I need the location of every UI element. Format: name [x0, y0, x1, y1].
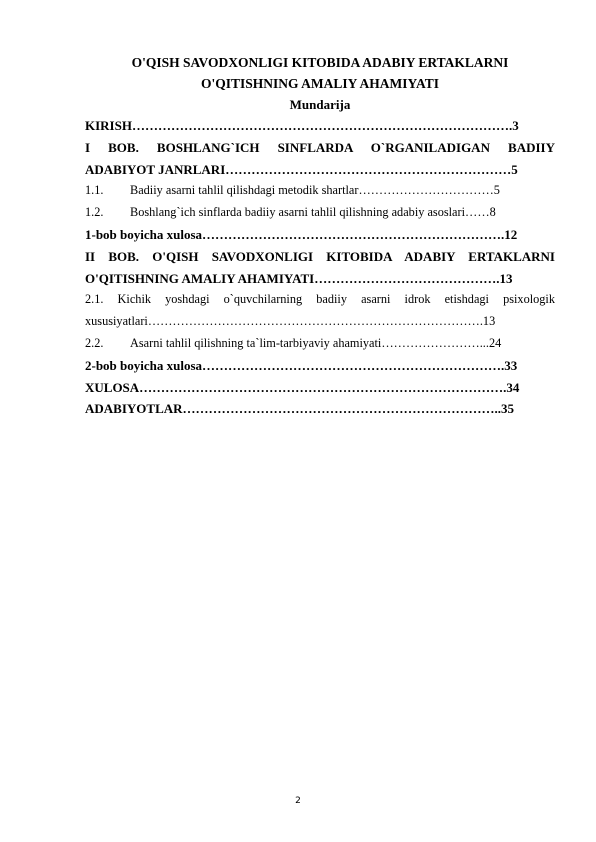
- document-title: [85, 52, 555, 94]
- section-number: 2.2.: [85, 335, 104, 350]
- document-page: [85, 52, 555, 420]
- toc-entry-section-2-1-line-2: xususiyatlari……………………………………………………………………….13: [85, 314, 496, 329]
- page-number: 2: [295, 796, 301, 806]
- toc-entry-chapter-1-line-1: I BOB. BOSHLANG`ICH SINFLARDA O`RGANILADIGAN BADIIY: [85, 139, 555, 155]
- table-of-contents: [85, 115, 555, 420]
- section-number: 1.1.: [85, 183, 104, 198]
- toc-entry-chapter-2-line-1: II BOB. O'QISH SAVODXONLIGI KITOBIDA ADABIY ERTAKLARNI: [85, 248, 555, 264]
- toc-entry-chapter-2-line-2: O'QITISHNING AMALIY AHAMIYATI…………………………………….13: [85, 270, 513, 286]
- toc-entry-kirish: KIRISH…………………………………………………………………………….3: [85, 118, 519, 133]
- toc-entry-section-2-1-line-1: 2.1. Kichik yoshdagi o`quvchilarning badiiy asarni idrok etishdagi psixologik: [85, 292, 555, 307]
- toc-entry-conclusion-2: 2-bob boyicha xulosa…………………………………………………………….33: [85, 357, 518, 373]
- toc-entry-section-1-2: [85, 202, 555, 224]
- toc-entry-section-1-1: [85, 180, 555, 202]
- toc-entry-chapter-1-line-2: ADABIYOT JANRLARI…………………………………………………………5: [85, 161, 518, 177]
- section-number: 1.2.: [85, 205, 104, 220]
- toc-entry-xulosa: XULOSA………………………………………………………………………….34: [85, 379, 520, 395]
- section-title: Badiiy asarni tahlil qilishdagi metodik shartlar……………………………5: [130, 183, 500, 198]
- toc-entry-conclusion-1: 1-bob boyicha xulosa…………………………………………………………….12: [85, 226, 518, 242]
- title-line-2: O'QITISHNING AMALIY AHAMIYATI: [200, 76, 440, 91]
- section-title: Asarni tahlil qilishning ta`lim-tarbiyaviy ahamiyati……………………...24: [130, 335, 502, 350]
- contents-heading: Mundarija: [289, 97, 351, 112]
- toc-entry-adabiyotlar: ADABIYOTLAR………………………………………………………………..35: [85, 401, 515, 417]
- section-title: Boshlang`ich sinflarda badiiy asarni tahlil qilishning adabiy asoslari……8: [130, 205, 496, 220]
- toc-entry-section-2-2: [85, 333, 555, 355]
- title-line-1: O'QISH SAVODXONLIGI KITOBIDA ADABIY ERTAKLARNI: [131, 55, 509, 70]
